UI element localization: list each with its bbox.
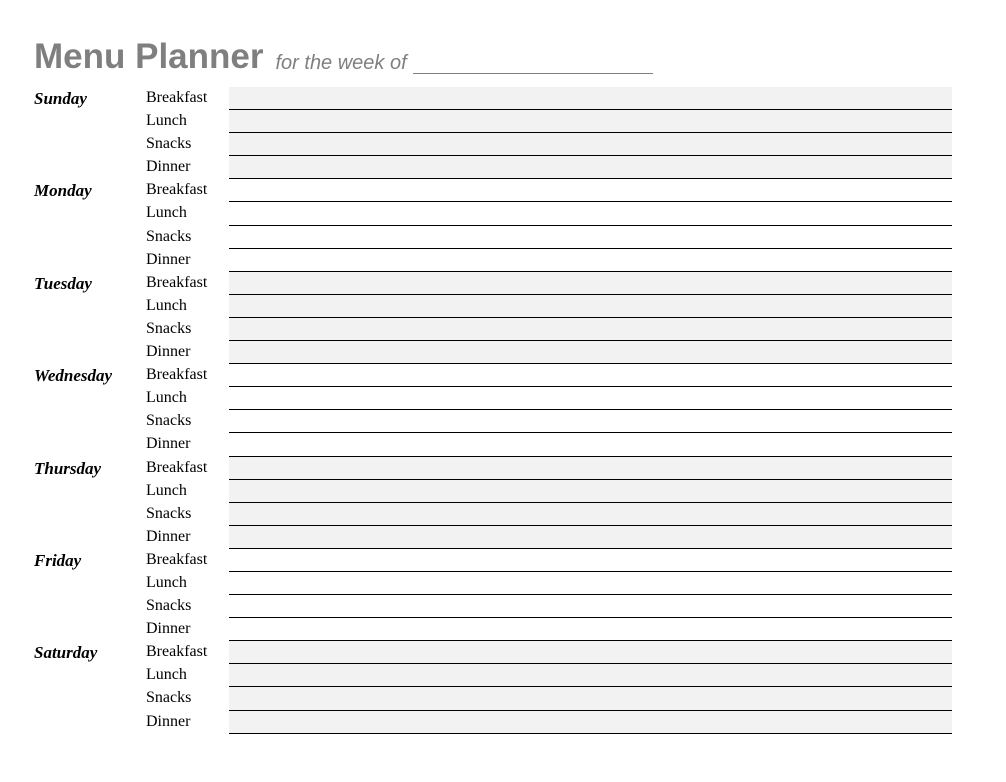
- day-group-sunday: [34, 87, 952, 179]
- meal-entry-line[interactable]: [229, 433, 952, 456]
- meal-row: [34, 133, 952, 156]
- day-label: Monday: [34, 181, 92, 201]
- meal-entry-line[interactable]: [229, 179, 952, 202]
- day-group-thursday: [34, 457, 952, 549]
- meal-label: Lunch: [146, 204, 187, 222]
- meal-row: [34, 156, 952, 179]
- meal-entry-line[interactable]: [229, 133, 952, 156]
- meal-entry-line[interactable]: [229, 503, 952, 526]
- meal-entry-line[interactable]: [229, 618, 952, 641]
- meal-row: [34, 433, 952, 456]
- meal-entry-line[interactable]: [229, 457, 952, 480]
- meal-entry-line[interactable]: [229, 272, 952, 295]
- day-label: Wednesday: [34, 366, 113, 386]
- meal-row: [34, 226, 952, 249]
- meal-label: Dinner: [146, 712, 191, 730]
- meal-label: Lunch: [146, 481, 187, 499]
- meal-entry-line[interactable]: [229, 480, 952, 503]
- meal-label: Dinner: [146, 250, 191, 268]
- meal-label: Snacks: [146, 597, 192, 615]
- meal-row: [34, 364, 952, 387]
- meal-entry-line[interactable]: [229, 595, 952, 618]
- meal-label: Breakfast: [146, 550, 208, 568]
- meal-row: [34, 526, 952, 549]
- meal-row: [34, 664, 952, 687]
- meal-entry-line[interactable]: [229, 156, 952, 179]
- meal-entry-line[interactable]: [229, 664, 952, 687]
- meal-entry-line[interactable]: [229, 226, 952, 249]
- week-of-blank-line[interactable]: [413, 51, 653, 74]
- meal-row: [34, 249, 952, 272]
- meal-entry-line[interactable]: [229, 202, 952, 225]
- meal-label: Breakfast: [146, 273, 208, 291]
- day-group-wednesday: [34, 364, 952, 456]
- meal-label: Lunch: [146, 666, 187, 684]
- page-subtitle: for the week of: [275, 52, 407, 74]
- meal-entry-line[interactable]: [229, 387, 952, 410]
- meal-label: Snacks: [146, 227, 192, 245]
- day-group-monday: [34, 179, 952, 271]
- meal-row: [34, 618, 952, 641]
- day-label: Thursday: [34, 458, 102, 478]
- meal-label: Snacks: [146, 319, 192, 337]
- menu-planner-grid: [34, 87, 952, 734]
- meal-entry-line[interactable]: [229, 711, 952, 734]
- meal-row: [34, 110, 952, 133]
- meal-label: Dinner: [146, 620, 191, 638]
- meal-label: Snacks: [146, 412, 192, 430]
- meal-row: [34, 318, 952, 341]
- meal-row: [34, 272, 952, 295]
- meal-row: [34, 179, 952, 202]
- meal-label: Lunch: [146, 296, 187, 314]
- meal-row: [34, 457, 952, 480]
- meal-entry-line[interactable]: [229, 641, 952, 664]
- meal-label: Snacks: [146, 689, 192, 707]
- meal-label: Lunch: [146, 112, 187, 130]
- meal-label: Dinner: [146, 343, 191, 361]
- meal-label: Breakfast: [146, 366, 208, 384]
- meal-label: Breakfast: [146, 458, 208, 476]
- meal-label: Dinner: [146, 158, 191, 176]
- page-header: [34, 30, 653, 74]
- meal-label: Lunch: [146, 573, 187, 591]
- meal-row: [34, 341, 952, 364]
- meal-entry-line[interactable]: [229, 526, 952, 549]
- meal-label: Lunch: [146, 389, 187, 407]
- meal-row: [34, 87, 952, 110]
- meal-row: [34, 503, 952, 526]
- meal-row: [34, 480, 952, 503]
- meal-row: [34, 572, 952, 595]
- page-title: Menu Planner: [34, 37, 264, 76]
- day-label: Friday: [34, 550, 82, 570]
- meal-label: Breakfast: [146, 643, 208, 661]
- meal-row: [34, 641, 952, 664]
- meal-row: [34, 387, 952, 410]
- meal-row: [34, 410, 952, 433]
- meal-label: Dinner: [146, 435, 191, 453]
- day-label: Tuesday: [34, 273, 92, 293]
- meal-entry-line[interactable]: [229, 341, 952, 364]
- meal-entry-line[interactable]: [229, 687, 952, 710]
- day-label: Saturday: [34, 643, 98, 663]
- day-group-friday: [34, 549, 952, 641]
- meal-row: [34, 595, 952, 618]
- meal-row: [34, 687, 952, 710]
- meal-entry-line[interactable]: [229, 549, 952, 572]
- meal-entry-line[interactable]: [229, 410, 952, 433]
- meal-entry-line[interactable]: [229, 249, 952, 272]
- meal-entry-line[interactable]: [229, 318, 952, 341]
- meal-row: [34, 549, 952, 572]
- meal-label: Breakfast: [146, 181, 208, 199]
- day-group-saturday: [34, 641, 952, 733]
- meal-label: Snacks: [146, 504, 192, 522]
- meal-entry-line[interactable]: [229, 110, 952, 133]
- meal-entry-line[interactable]: [229, 87, 952, 110]
- meal-row: [34, 202, 952, 225]
- meal-label: Snacks: [146, 135, 192, 153]
- meal-entry-line[interactable]: [229, 364, 952, 387]
- meal-label: Dinner: [146, 527, 191, 545]
- meal-entry-line[interactable]: [229, 295, 952, 318]
- day-group-tuesday: [34, 272, 952, 364]
- meal-label: Breakfast: [146, 89, 208, 106]
- meal-row: [34, 295, 952, 318]
- day-label: Sunday: [34, 89, 87, 108]
- meal-entry-line[interactable]: [229, 572, 952, 595]
- meal-row: [34, 711, 952, 734]
